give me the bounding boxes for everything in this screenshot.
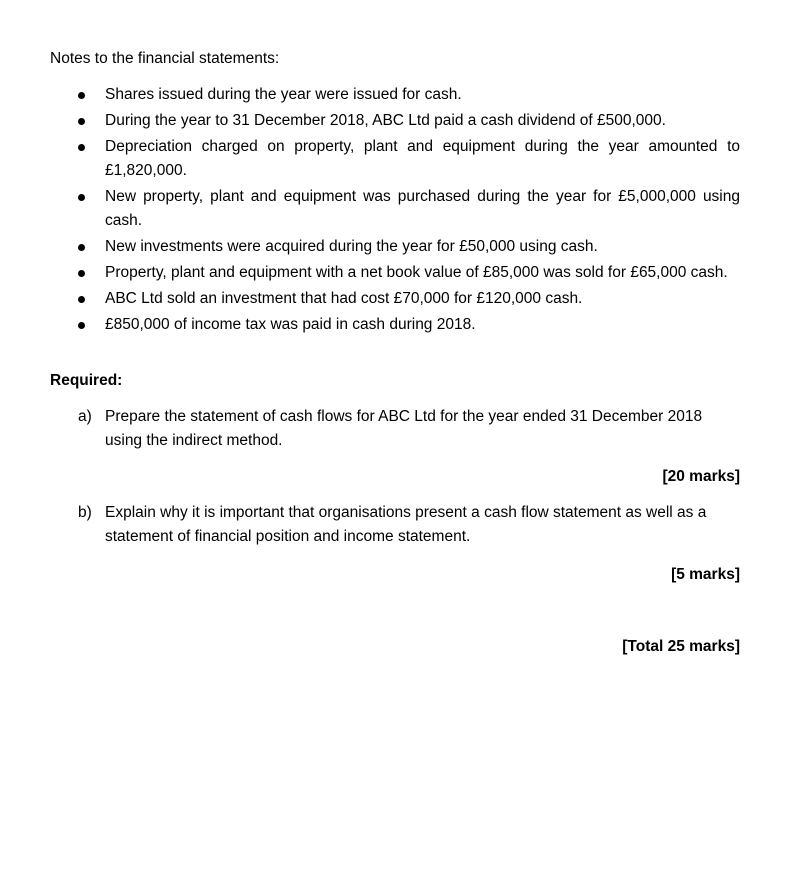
total-marks: [Total 25 marks] <box>622 638 740 655</box>
note-item <box>0 109 740 133</box>
note-text: ABC Ltd sold an investment that had cost £70,000 for £120,000 cash. <box>105 290 583 307</box>
note-text: Depreciation charged on property, plant and equipment during the year amounted to £1,820,000. <box>105 138 740 179</box>
required-heading: Required: <box>50 372 123 389</box>
note-text: During the year to 31 December 2018, ABC Ltd paid a cash dividend of £500,000. <box>105 112 666 129</box>
note-item <box>0 287 740 311</box>
note-item <box>0 135 740 183</box>
bullet-icon <box>78 92 85 99</box>
note-item <box>0 313 740 337</box>
bullet-icon <box>78 194 85 201</box>
part-text: Prepare the statement of cash flows for ABC Ltd for the year ended 31 December 2018 using the indirect method. <box>105 408 703 449</box>
note-text: Property, plant and equipment with a net book value of £85,000 was sold for £65,000 cash. <box>105 264 728 281</box>
bullet-icon <box>78 118 85 125</box>
note-item <box>0 83 740 107</box>
bullet-icon <box>78 322 85 329</box>
bullet-icon <box>78 144 85 151</box>
part-text: Explain why it is important that organisations present a cash flow statement as well as a statement of financial position and income statement. <box>105 504 707 545</box>
note-item <box>0 185 740 233</box>
part-label: a) <box>78 408 92 425</box>
note-item <box>0 235 740 259</box>
part-label: b) <box>78 504 92 521</box>
bullet-icon <box>78 270 85 277</box>
bullet-icon <box>78 244 85 251</box>
note-text: Shares issued during the year were issued for cash. <box>105 86 462 103</box>
notes-heading: Notes to the financial statements: <box>50 50 280 67</box>
marks-label: [5 marks] <box>671 566 740 583</box>
notes-list <box>0 83 802 339</box>
marks-label: [20 marks] <box>662 468 740 485</box>
bullet-icon <box>78 296 85 303</box>
note-text: New property, plant and equipment was purchased during the year for £5,000,000 using cash. <box>105 188 740 229</box>
note-text: New investments were acquired during the year for £50,000 using cash. <box>105 238 598 255</box>
note-text: £850,000 of income tax was paid in cash during 2018. <box>105 316 476 333</box>
note-item <box>0 261 740 285</box>
